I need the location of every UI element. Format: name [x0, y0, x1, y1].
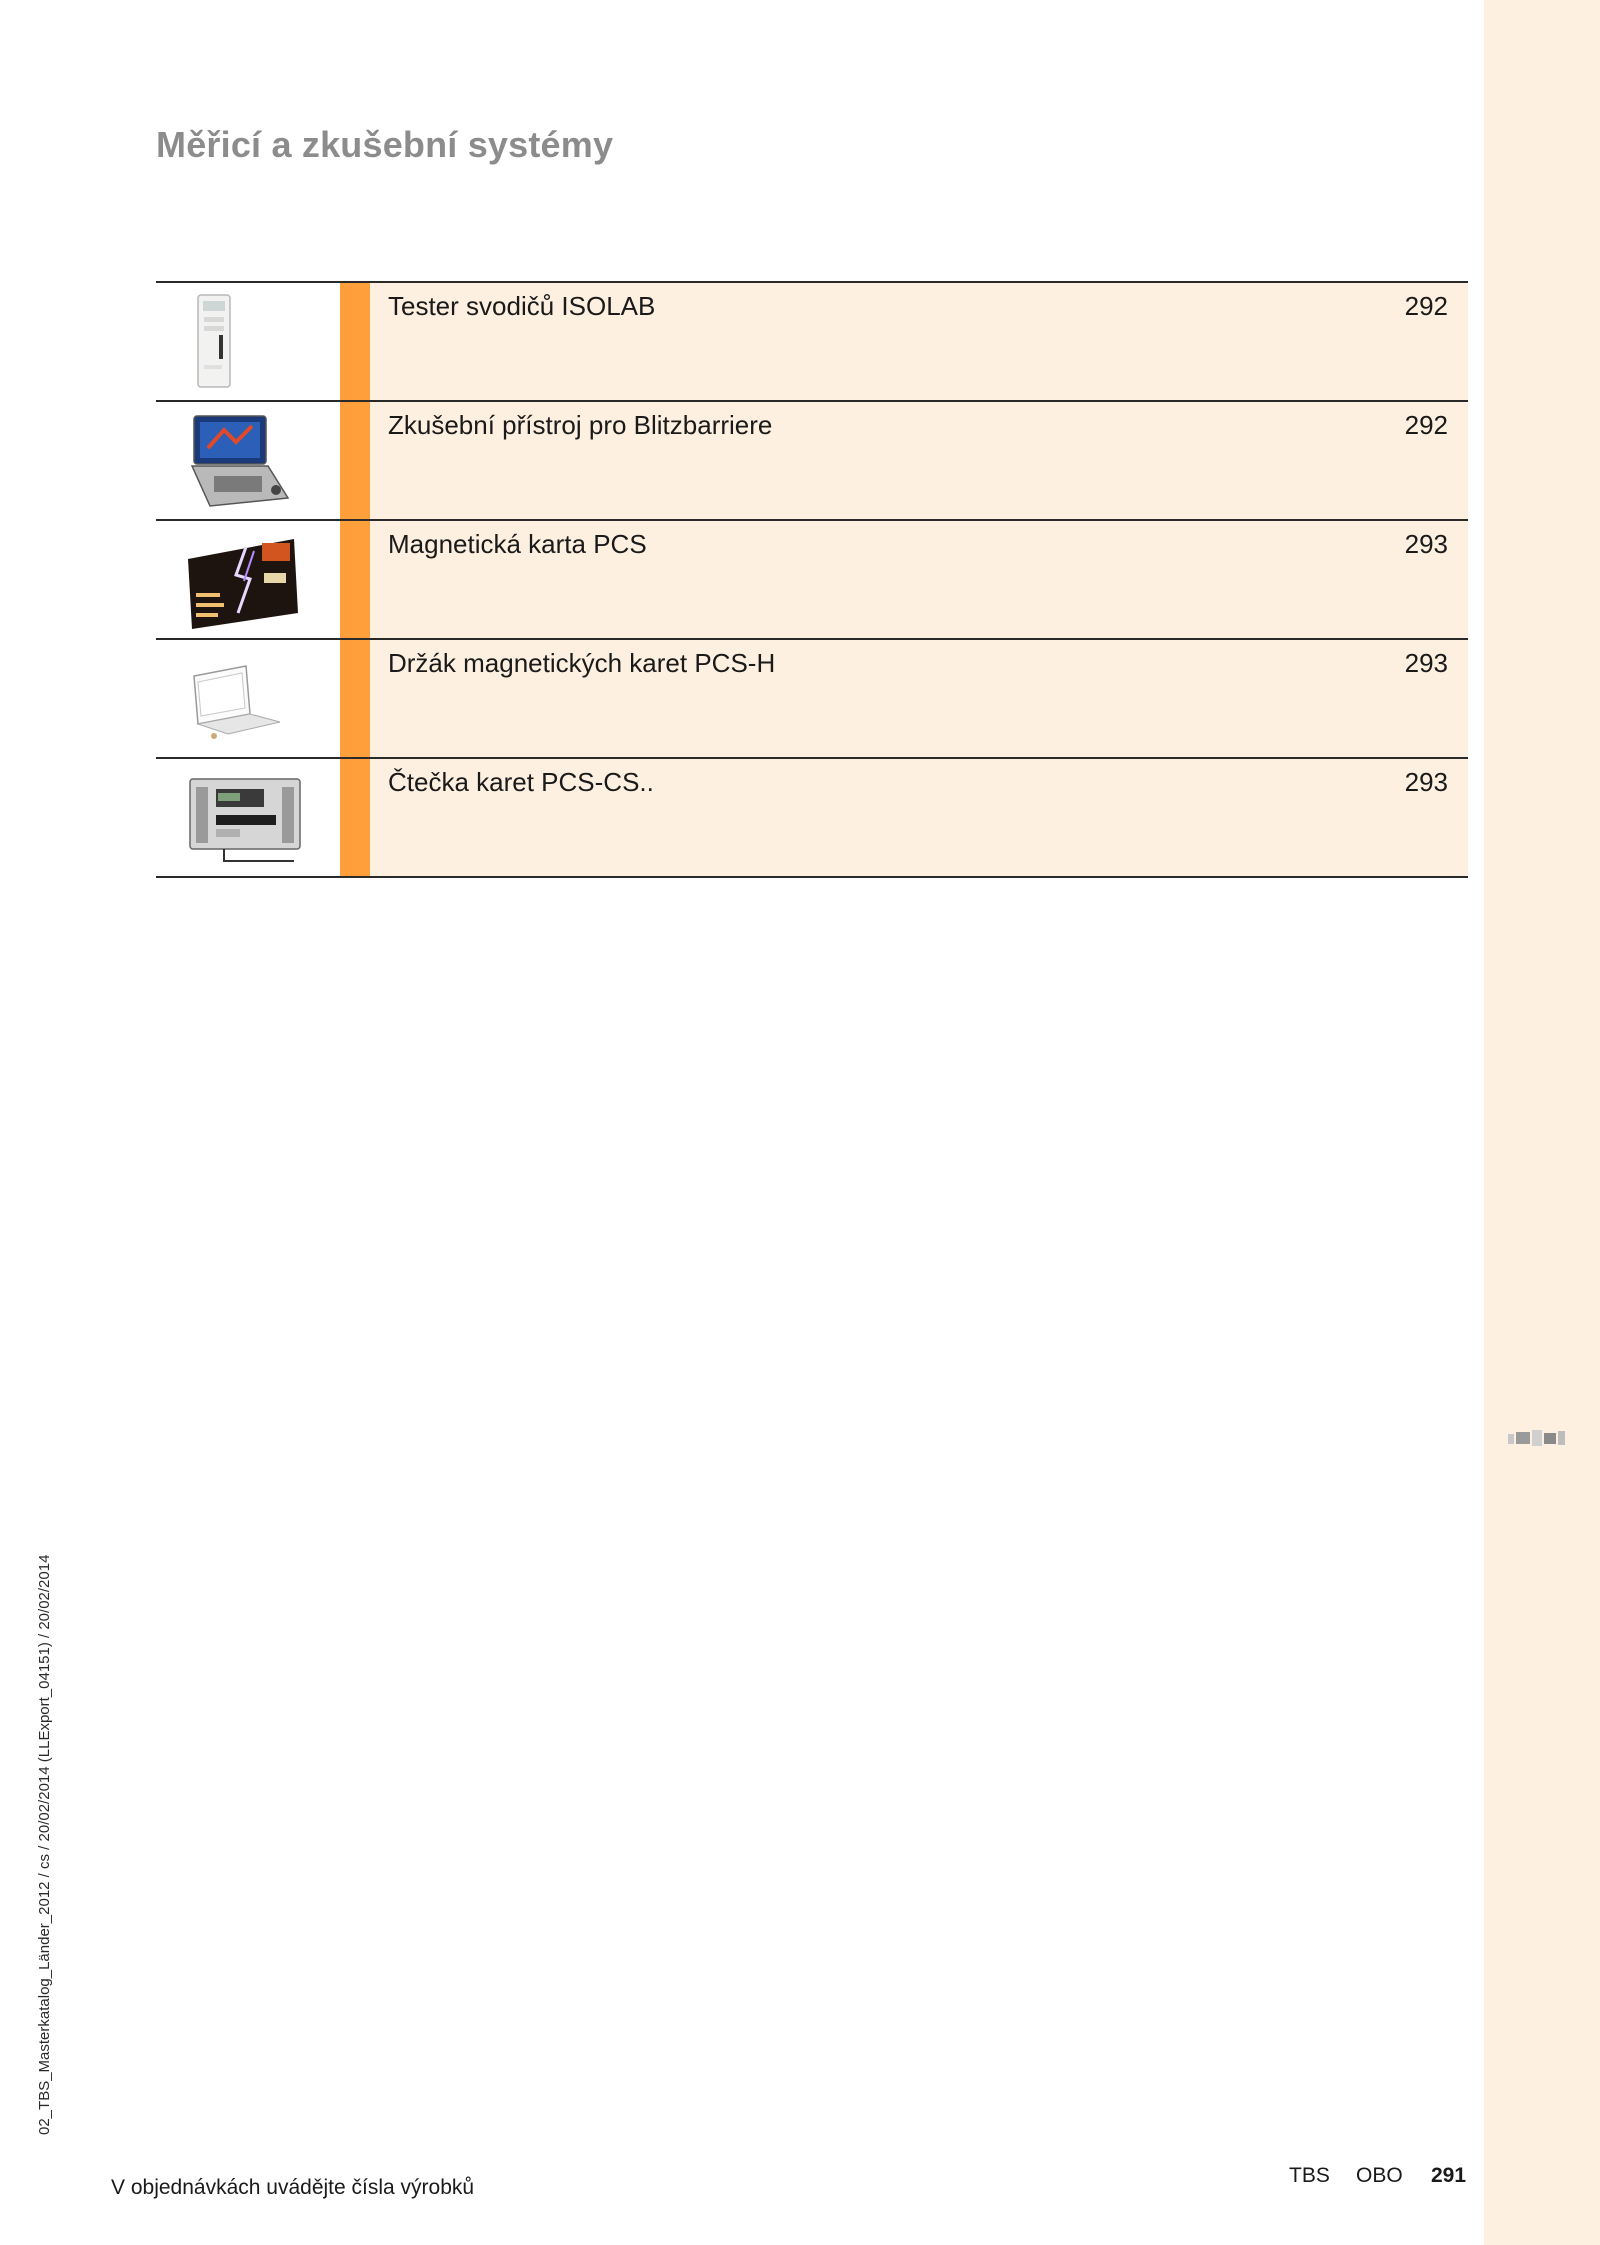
magnetic-card-icon: [184, 529, 302, 629]
toc-row[interactable]: [156, 759, 1468, 878]
footer-section: TBS: [1289, 2164, 1330, 2187]
toc-table: [156, 281, 1468, 878]
toc-accent-bar: [340, 283, 370, 400]
toc-accent-bar: [340, 759, 370, 876]
card-holder-icon: [184, 648, 302, 748]
toc-label: Držák magnetických karet PCS-H: [388, 648, 776, 678]
page-title: Měřicí a zkušební systémy: [156, 124, 614, 165]
toc-row[interactable]: [156, 640, 1468, 759]
isolab-tester-icon: [184, 291, 302, 391]
toc-page-number: 293: [1404, 529, 1448, 559]
side-meta-text: 02_TBS_Masterkatalog_Länder_2012 / cs / 20/02/2014 (LLExport_04151) / 20/02/2014: [36, 1554, 53, 2135]
test-case-icon: [184, 410, 302, 510]
toc-accent-bar: [340, 521, 370, 638]
toc-label: Zkušební přístroj pro Blitzbarriere: [388, 410, 773, 440]
toc-page-number: 292: [1404, 410, 1448, 440]
toc-page-number: 293: [1404, 648, 1448, 678]
toc-page-number: 292: [1404, 291, 1448, 321]
toc-label: Magnetická karta PCS: [388, 529, 647, 559]
footer-note: V objednávkách uvádějte čísla výrobků: [111, 2176, 475, 2199]
toc-label: Tester svodičů ISOLAB: [388, 291, 656, 321]
page-number: 291: [1431, 2164, 1467, 2187]
toc-accent-bar: [340, 640, 370, 757]
toc-row[interactable]: [156, 521, 1468, 640]
toc-label: Čtečka karet PCS-CS..: [388, 767, 654, 797]
card-reader-icon: [184, 767, 302, 867]
toc-row[interactable]: [156, 402, 1468, 521]
side-thumbnail-icon: [1508, 1428, 1566, 1448]
toc-page-number: 293: [1404, 767, 1448, 797]
toc-row[interactable]: [156, 283, 1468, 402]
toc-accent-bar: [340, 402, 370, 519]
side-band: [1484, 0, 1600, 2245]
footer-brand: OBO: [1356, 2164, 1403, 2187]
